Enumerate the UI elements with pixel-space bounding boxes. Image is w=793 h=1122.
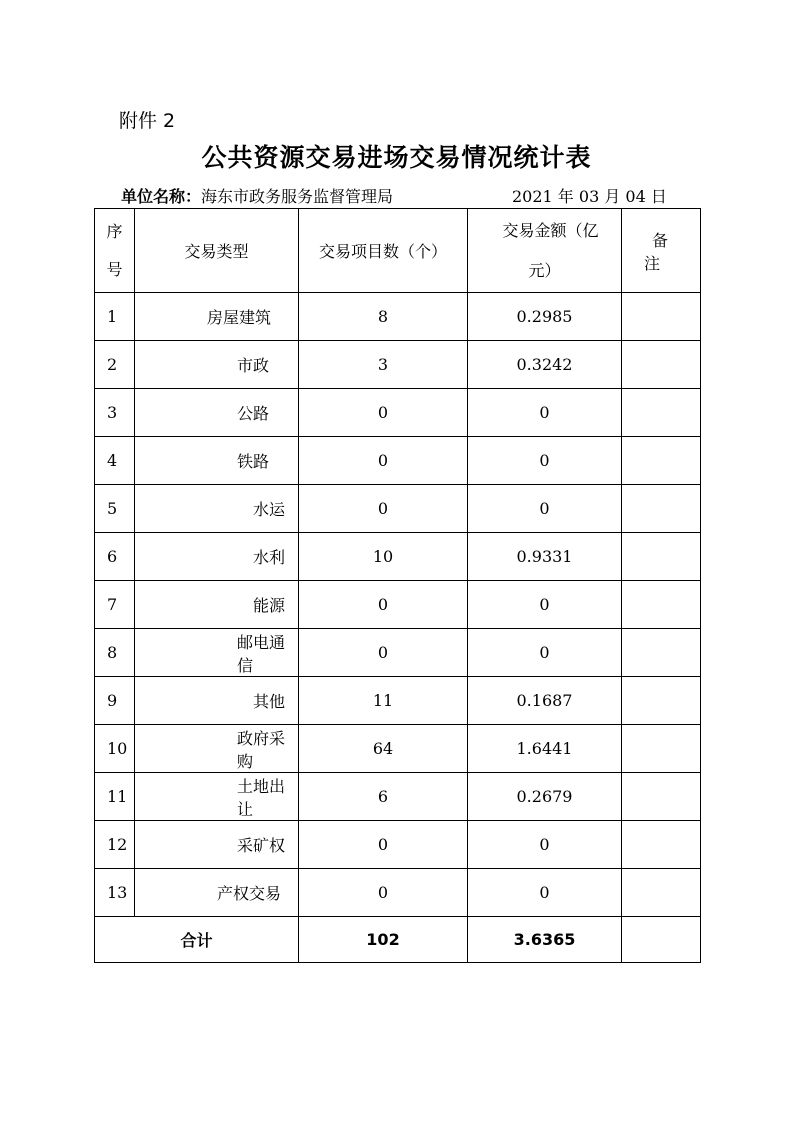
row-note bbox=[622, 293, 701, 341]
row-note bbox=[622, 341, 701, 389]
header-note-text: 备注 bbox=[643, 230, 686, 273]
row-count: 0 bbox=[299, 437, 468, 485]
row-no: 3 bbox=[95, 389, 135, 437]
header-no-line2: 号 bbox=[106, 259, 123, 279]
row-no: 6 bbox=[95, 533, 135, 581]
row-count: 3 bbox=[299, 341, 468, 389]
row-amount: 0.1687 bbox=[468, 677, 622, 725]
row-amount: 0 bbox=[468, 821, 622, 869]
table-row bbox=[95, 629, 701, 677]
row-no: 11 bbox=[95, 773, 135, 821]
header-no-line1: 序 bbox=[106, 221, 123, 241]
total-amount: 3.6365 bbox=[468, 917, 622, 963]
table-row bbox=[95, 341, 701, 389]
row-note bbox=[622, 437, 701, 485]
row-amount: 0 bbox=[468, 629, 622, 677]
table-row bbox=[95, 293, 701, 341]
attachment-label: 附件 2 bbox=[119, 110, 176, 132]
header-no bbox=[95, 209, 135, 293]
row-note bbox=[622, 581, 701, 629]
row-no: 8 bbox=[95, 629, 135, 677]
row-count: 0 bbox=[299, 821, 468, 869]
row-type: 房屋建筑 bbox=[135, 293, 299, 341]
table-header-row bbox=[95, 209, 701, 293]
row-note bbox=[622, 869, 701, 917]
row-amount: 0.2985 bbox=[468, 293, 622, 341]
row-type: 铁路 bbox=[135, 437, 299, 485]
row-count: 10 bbox=[299, 533, 468, 581]
row-type: 水运 bbox=[135, 485, 299, 533]
row-count: 0 bbox=[299, 581, 468, 629]
header-type: 交易类型 bbox=[135, 209, 299, 293]
table-row bbox=[95, 533, 701, 581]
row-no: 12 bbox=[95, 821, 135, 869]
row-note bbox=[622, 533, 701, 581]
row-note bbox=[622, 389, 701, 437]
row-no: 5 bbox=[95, 485, 135, 533]
table-row bbox=[95, 581, 701, 629]
table-row bbox=[95, 485, 701, 533]
row-count: 0 bbox=[299, 869, 468, 917]
row-amount: 0 bbox=[468, 581, 622, 629]
unit-name: 海东市政务服务监督管理局 bbox=[201, 187, 394, 206]
table-row bbox=[95, 389, 701, 437]
report-date: 2021 年 03 月 04 日 bbox=[512, 187, 667, 206]
table-row bbox=[95, 725, 701, 773]
header-note bbox=[622, 209, 701, 293]
row-amount: 0.2679 bbox=[468, 773, 622, 821]
row-note bbox=[622, 629, 701, 677]
row-no: 13 bbox=[95, 869, 135, 917]
total-label: 合计 bbox=[95, 917, 299, 963]
header-count: 交易项目数（个） bbox=[299, 209, 468, 293]
table-row bbox=[95, 677, 701, 725]
row-note bbox=[622, 773, 701, 821]
row-count: 0 bbox=[299, 389, 468, 437]
row-count: 11 bbox=[299, 677, 468, 725]
row-note bbox=[622, 725, 701, 773]
row-type: 能源 bbox=[135, 581, 299, 629]
row-no: 10 bbox=[95, 725, 135, 773]
row-count: 8 bbox=[299, 293, 468, 341]
row-amount: 0 bbox=[468, 485, 622, 533]
header-amount-line2: 元） bbox=[528, 260, 561, 280]
row-no: 1 bbox=[95, 293, 135, 341]
row-amount: 1.6441 bbox=[468, 725, 622, 773]
row-count: 0 bbox=[299, 629, 468, 677]
row-amount: 0.9331 bbox=[468, 533, 622, 581]
row-note bbox=[622, 485, 701, 533]
unit-label: 单位名称： bbox=[121, 187, 202, 206]
unit-line bbox=[121, 184, 393, 207]
row-type: 邮电通信 bbox=[135, 629, 299, 677]
row-type: 政府采购 bbox=[135, 725, 299, 773]
row-type: 水利 bbox=[135, 533, 299, 581]
total-count: 102 bbox=[299, 917, 468, 963]
row-type: 产权交易 bbox=[135, 869, 299, 917]
row-type: 市政 bbox=[135, 341, 299, 389]
table-row bbox=[95, 869, 701, 917]
row-no: 4 bbox=[95, 437, 135, 485]
statistics-table bbox=[94, 208, 701, 963]
header-amount bbox=[468, 209, 622, 293]
row-amount: 0.3242 bbox=[468, 341, 622, 389]
row-amount: 0 bbox=[468, 869, 622, 917]
row-type: 公路 bbox=[135, 389, 299, 437]
table-row bbox=[95, 437, 701, 485]
page-title: 公共资源交易进场交易情况统计表 bbox=[201, 143, 592, 172]
row-no: 9 bbox=[95, 677, 135, 725]
table-row bbox=[95, 773, 701, 821]
row-type: 采矿权 bbox=[135, 821, 299, 869]
row-count: 0 bbox=[299, 485, 468, 533]
row-no: 7 bbox=[95, 581, 135, 629]
total-row bbox=[95, 917, 701, 963]
row-type: 其他 bbox=[135, 677, 299, 725]
row-count: 6 bbox=[299, 773, 468, 821]
row-count: 64 bbox=[299, 725, 468, 773]
row-amount: 0 bbox=[468, 437, 622, 485]
row-amount: 0 bbox=[468, 389, 622, 437]
table-row bbox=[95, 821, 701, 869]
header-amount-line1: 交易金额（亿 bbox=[502, 220, 599, 240]
row-note bbox=[622, 821, 701, 869]
row-type: 土地出让 bbox=[135, 773, 299, 821]
row-no: 2 bbox=[95, 341, 135, 389]
row-note bbox=[622, 677, 701, 725]
total-note bbox=[622, 917, 701, 963]
